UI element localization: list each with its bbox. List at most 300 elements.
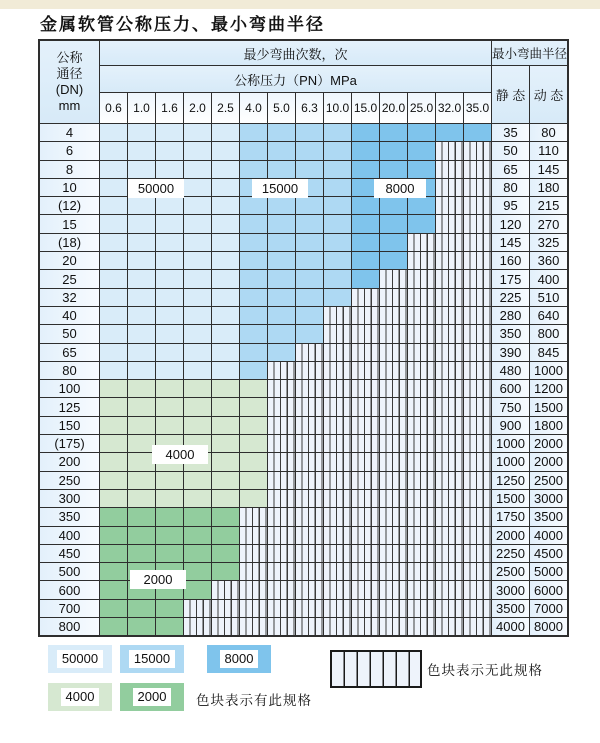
no-spec-cell [380, 398, 407, 415]
spec-cell [100, 215, 127, 232]
spec-cell [212, 179, 239, 196]
spec-cell [324, 161, 351, 178]
spec-cell [156, 490, 183, 507]
dn-cell: 300 [40, 490, 99, 507]
static-radius-cell: 95 [492, 197, 529, 214]
no-spec-cell [324, 307, 351, 324]
pressure-tick: 6.3 [296, 93, 323, 123]
spec-cell [156, 197, 183, 214]
no-spec-cell [408, 398, 435, 415]
no-spec-cell [436, 453, 463, 470]
legend-swatch-8000 [207, 645, 271, 673]
static-radius-cell: 750 [492, 398, 529, 415]
spec-cell [324, 197, 351, 214]
no-spec-cell [380, 563, 407, 580]
no-spec-cell [408, 600, 435, 617]
no-spec-cell [324, 581, 351, 598]
legend-no-spec-text: 色块表示无此规格 [427, 663, 543, 678]
dynamic-radius-cell: 1500 [530, 398, 567, 415]
no-spec-cell [408, 490, 435, 507]
spec-cell [408, 215, 435, 232]
no-spec-cell [324, 472, 351, 489]
no-spec-cell [436, 252, 463, 269]
no-spec-cell [184, 600, 211, 617]
no-spec-cell [268, 618, 295, 635]
dn-cell: 600 [40, 581, 99, 598]
no-spec-cell [268, 472, 295, 489]
spec-cell [100, 252, 127, 269]
no-spec-cell [324, 545, 351, 562]
no-spec-cell [408, 453, 435, 470]
no-spec-cell [240, 527, 267, 544]
spec-cell [128, 618, 155, 635]
no-spec-cell [380, 307, 407, 324]
spec-cell [184, 545, 211, 562]
spec-cell [156, 380, 183, 397]
no-spec-cell [324, 600, 351, 617]
no-spec-cell [324, 618, 351, 635]
dynamic-radius-cell: 2000 [530, 435, 567, 452]
spec-cell [268, 252, 295, 269]
spec-cell [240, 124, 267, 141]
no-spec-cell [296, 545, 323, 562]
legend-swatch-4000 [48, 683, 112, 711]
spec-cell [352, 161, 379, 178]
no-spec-cell [408, 472, 435, 489]
spec-cell [156, 161, 183, 178]
dynamic-radius-cell: 180 [530, 179, 567, 196]
dn-header-line: (DN) [55, 82, 84, 97]
pressure-tick: 0.6 [100, 93, 127, 123]
spec-cell [408, 124, 435, 141]
no-spec-cell [268, 508, 295, 525]
spec-cell [268, 197, 295, 214]
no-spec-cell [436, 618, 463, 635]
dn-cell: (175) [40, 435, 99, 452]
spec-cell [156, 325, 183, 342]
dn-cell: 125 [40, 398, 99, 415]
spec-cell [212, 252, 239, 269]
spec-cell [240, 252, 267, 269]
spec-cell [100, 545, 127, 562]
dn-cell: 20 [40, 252, 99, 269]
spec-cell [184, 344, 211, 361]
dn-cell: 200 [40, 453, 99, 470]
dynamic-radius-cell: 800 [530, 325, 567, 342]
spec-cell [212, 490, 239, 507]
dynamic-radius-cell: 3500 [530, 508, 567, 525]
spec-cell [212, 325, 239, 342]
spec-cell [156, 618, 183, 635]
dn-cell: 250 [40, 472, 99, 489]
no-spec-cell [408, 435, 435, 452]
no-spec-cell [296, 618, 323, 635]
spec-cell [268, 234, 295, 251]
spec-cell [240, 380, 267, 397]
spec-cell [100, 270, 127, 287]
spec-cell [100, 142, 127, 159]
spec-cell [156, 307, 183, 324]
spec-cell [156, 289, 183, 306]
spec-cell [184, 325, 211, 342]
dynamic-radius-cell: 5000 [530, 563, 567, 580]
dynamic-radius-cell: 145 [530, 161, 567, 178]
no-spec-cell [324, 490, 351, 507]
pressure-tick: 10.0 [324, 93, 351, 123]
spec-cell [212, 398, 239, 415]
spec-cell [128, 325, 155, 342]
spec-cell [128, 398, 155, 415]
no-spec-cell [352, 380, 379, 397]
dn-cell: 800 [40, 618, 99, 635]
no-spec-cell [296, 380, 323, 397]
dn-cell: 15 [40, 215, 99, 232]
no-spec-cell [464, 490, 491, 507]
spec-cell [100, 380, 127, 397]
no-spec-cell [352, 600, 379, 617]
spec-cell [100, 179, 127, 196]
no-spec-cell [268, 435, 295, 452]
spec-cell [156, 545, 183, 562]
dynamic-radius-cell: 845 [530, 344, 567, 361]
no-spec-cell [380, 527, 407, 544]
no-spec-cell [296, 453, 323, 470]
no-spec-cell [408, 325, 435, 342]
no-spec-cell [464, 563, 491, 580]
spec-cell [184, 472, 211, 489]
dynamic-radius-cell: 510 [530, 289, 567, 306]
no-spec-cell [464, 325, 491, 342]
no-spec-cell [352, 490, 379, 507]
no-spec-cell [268, 417, 295, 434]
pressure-tick: 25.0 [408, 93, 435, 123]
spec-cell [100, 325, 127, 342]
static-radius-cell: 80 [492, 179, 529, 196]
dynamic-radius-cell: 110 [530, 142, 567, 159]
legend-swatch-label: 50000 [57, 650, 103, 668]
spec-cell [324, 142, 351, 159]
spec-cell [212, 344, 239, 361]
legend-has-spec-text: 色块表示有此规格 [196, 693, 312, 708]
spec-cell [324, 179, 351, 196]
spec-cell [296, 270, 323, 287]
no-spec-cell [296, 398, 323, 415]
dynamic-radius-cell: 215 [530, 197, 567, 214]
spec-cell [212, 234, 239, 251]
no-spec-cell [240, 545, 267, 562]
dn-cell: 80 [40, 362, 99, 379]
spec-cell [100, 124, 127, 141]
legend-swatch-label: 15000 [129, 650, 175, 668]
dynamic-column-header: 动 态 [530, 66, 567, 123]
spec-cell [212, 307, 239, 324]
dynamic-radius-cell: 270 [530, 215, 567, 232]
dynamic-radius-cell: 360 [530, 252, 567, 269]
no-spec-cell [408, 307, 435, 324]
spec-cell [100, 490, 127, 507]
spec-cell [240, 398, 267, 415]
static-radius-cell: 3500 [492, 600, 529, 617]
spec-cell [324, 215, 351, 232]
static-radius-cell: 1500 [492, 490, 529, 507]
no-spec-cell [268, 453, 295, 470]
static-radius-cell: 350 [492, 325, 529, 342]
spec-cell [156, 344, 183, 361]
spec-cell [296, 289, 323, 306]
no-spec-cell [352, 581, 379, 598]
spec-cell [240, 435, 267, 452]
no-spec-cell [464, 270, 491, 287]
dn-cell: 500 [40, 563, 99, 580]
spec-cell [156, 362, 183, 379]
spec-cell [380, 161, 407, 178]
no-spec-cell [436, 600, 463, 617]
no-spec-cell [464, 234, 491, 251]
dn-cell: 6 [40, 142, 99, 159]
dn-cell: 700 [40, 600, 99, 617]
no-spec-cell [240, 563, 267, 580]
no-spec-cell [380, 344, 407, 361]
no-spec-cell [436, 398, 463, 415]
no-spec-cell [464, 435, 491, 452]
static-radius-cell: 1250 [492, 472, 529, 489]
no-spec-cell [408, 270, 435, 287]
no-spec-cell [324, 380, 351, 397]
spec-cell [128, 600, 155, 617]
legend-swatch-50000 [48, 645, 112, 673]
no-spec-cell [436, 289, 463, 306]
spec-cell [184, 215, 211, 232]
no-spec-cell [436, 362, 463, 379]
pressure-tick: 20.0 [380, 93, 407, 123]
spec-cell [184, 563, 211, 580]
static-radius-cell: 1750 [492, 508, 529, 525]
no-spec-cell [324, 362, 351, 379]
spec-cell [268, 325, 295, 342]
no-spec-cell [464, 380, 491, 397]
spec-cell [380, 124, 407, 141]
spec-cell [268, 215, 295, 232]
no-spec-cell [380, 362, 407, 379]
dn-cell: 350 [40, 508, 99, 525]
static-radius-cell: 390 [492, 344, 529, 361]
no-spec-cell [296, 508, 323, 525]
no-spec-cell [184, 618, 211, 635]
zone-label-50000: 50000 [128, 179, 184, 198]
dynamic-radius-cell: 7000 [530, 600, 567, 617]
no-spec-cell [240, 508, 267, 525]
dynamic-radius-cell: 8000 [530, 618, 567, 635]
no-spec-cell [408, 380, 435, 397]
spec-cell [352, 215, 379, 232]
spec-cell [100, 197, 127, 214]
dn-cell: (18) [40, 234, 99, 251]
dynamic-radius-cell: 1800 [530, 417, 567, 434]
spec-cell [268, 270, 295, 287]
static-radius-cell: 600 [492, 380, 529, 397]
spec-cell [156, 508, 183, 525]
no-spec-cell [324, 398, 351, 415]
no-spec-cell [408, 362, 435, 379]
no-spec-cell [380, 581, 407, 598]
no-spec-cell [408, 508, 435, 525]
no-spec-cell [408, 289, 435, 306]
no-spec-cell [380, 380, 407, 397]
dn-cell: 450 [40, 545, 99, 562]
spec-cell [156, 215, 183, 232]
no-spec-cell [240, 600, 267, 617]
dn-cell: 4 [40, 124, 99, 141]
pressure-tick: 1.6 [156, 93, 183, 123]
spec-cell [128, 161, 155, 178]
no-spec-cell [436, 527, 463, 544]
no-spec-cell [352, 289, 379, 306]
static-radius-cell: 65 [492, 161, 529, 178]
bend-cycles-header: 最少弯曲次数，次 [100, 41, 491, 65]
static-radius-cell: 160 [492, 252, 529, 269]
no-spec-cell [464, 618, 491, 635]
spec-cell [212, 472, 239, 489]
spec-cell [212, 453, 239, 470]
no-spec-cell [380, 325, 407, 342]
no-spec-cell [352, 398, 379, 415]
dynamic-radius-cell: 4500 [530, 545, 567, 562]
dynamic-radius-cell: 6000 [530, 581, 567, 598]
no-spec-cell [352, 618, 379, 635]
static-column-header: 静 态 [492, 66, 529, 123]
no-spec-cell [296, 527, 323, 544]
no-spec-cell [268, 380, 295, 397]
static-radius-cell: 4000 [492, 618, 529, 635]
pressure-radius-table [38, 39, 569, 637]
spec-cell [184, 142, 211, 159]
no-spec-cell [380, 289, 407, 306]
min-bend-radius-header: 最小弯曲半径 [492, 41, 567, 65]
no-spec-cell [352, 307, 379, 324]
no-spec-cell [464, 197, 491, 214]
no-spec-cell [464, 179, 491, 196]
spec-cell [128, 270, 155, 287]
static-radius-cell: 3000 [492, 581, 529, 598]
spec-cell [184, 380, 211, 397]
no-spec-cell [268, 600, 295, 617]
no-spec-cell [324, 508, 351, 525]
spec-cell [100, 289, 127, 306]
pressure-tick: 4.0 [240, 93, 267, 123]
spec-cell [324, 270, 351, 287]
no-spec-cell [436, 581, 463, 598]
spec-cell [100, 600, 127, 617]
spec-cell [240, 490, 267, 507]
spec-cell [380, 252, 407, 269]
dynamic-radius-cell: 2000 [530, 453, 567, 470]
spec-cell [184, 124, 211, 141]
no-spec-cell [464, 600, 491, 617]
spec-cell [156, 252, 183, 269]
no-spec-cell [352, 508, 379, 525]
no-spec-cell [408, 563, 435, 580]
spec-cell [324, 124, 351, 141]
spec-cell [100, 362, 127, 379]
spec-cell [184, 270, 211, 287]
spec-cell [212, 380, 239, 397]
dn-cell: 100 [40, 380, 99, 397]
spec-cell [128, 545, 155, 562]
no-spec-cell [464, 417, 491, 434]
no-spec-cell [436, 270, 463, 287]
no-spec-cell [464, 344, 491, 361]
no-spec-cell [380, 435, 407, 452]
spec-cell [128, 362, 155, 379]
legend-swatch-2000 [120, 683, 184, 711]
no-spec-cell [464, 252, 491, 269]
spec-cell [184, 398, 211, 415]
no-spec-cell [436, 234, 463, 251]
spec-cell [268, 307, 295, 324]
static-radius-cell: 35 [492, 124, 529, 141]
spec-cell [128, 453, 155, 470]
spec-cell [240, 161, 267, 178]
static-radius-cell: 120 [492, 215, 529, 232]
spec-cell [380, 142, 407, 159]
spec-cell [100, 161, 127, 178]
spec-cell [240, 289, 267, 306]
no-spec-cell [296, 563, 323, 580]
no-spec-cell [408, 344, 435, 361]
no-spec-cell [464, 142, 491, 159]
spec-cell [408, 197, 435, 214]
no-spec-cell [240, 618, 267, 635]
no-spec-cell [324, 417, 351, 434]
spec-cell [240, 325, 267, 342]
no-spec-cell [324, 527, 351, 544]
page-title: 金属软管公称压力、最小弯曲半径 [40, 15, 325, 35]
spec-cell [156, 398, 183, 415]
no-spec-cell [436, 307, 463, 324]
spec-cell [212, 289, 239, 306]
spec-cell [128, 289, 155, 306]
no-spec-cell [408, 234, 435, 251]
legend-swatch-label: 8000 [220, 650, 259, 668]
dynamic-radius-cell: 400 [530, 270, 567, 287]
no-spec-cell [352, 344, 379, 361]
spec-cell [128, 344, 155, 361]
spec-cell [212, 215, 239, 232]
no-spec-cell [436, 490, 463, 507]
no-spec-cell [296, 362, 323, 379]
spec-cell [128, 234, 155, 251]
static-radius-cell: 175 [492, 270, 529, 287]
spec-cell [296, 124, 323, 141]
no-spec-cell [464, 472, 491, 489]
dn-cell: 32 [40, 289, 99, 306]
no-spec-cell [268, 490, 295, 507]
no-spec-cell [436, 197, 463, 214]
spec-cell [184, 197, 211, 214]
no-spec-cell [464, 508, 491, 525]
pressure-tick: 32.0 [436, 93, 463, 123]
spec-cell [128, 197, 155, 214]
spec-cell [184, 362, 211, 379]
no-spec-cell [380, 417, 407, 434]
spec-cell [184, 527, 211, 544]
spec-cell [128, 307, 155, 324]
spec-cell [100, 527, 127, 544]
no-spec-cell [296, 472, 323, 489]
spec-cell [240, 344, 267, 361]
spec-cell [268, 161, 295, 178]
no-spec-cell [436, 325, 463, 342]
